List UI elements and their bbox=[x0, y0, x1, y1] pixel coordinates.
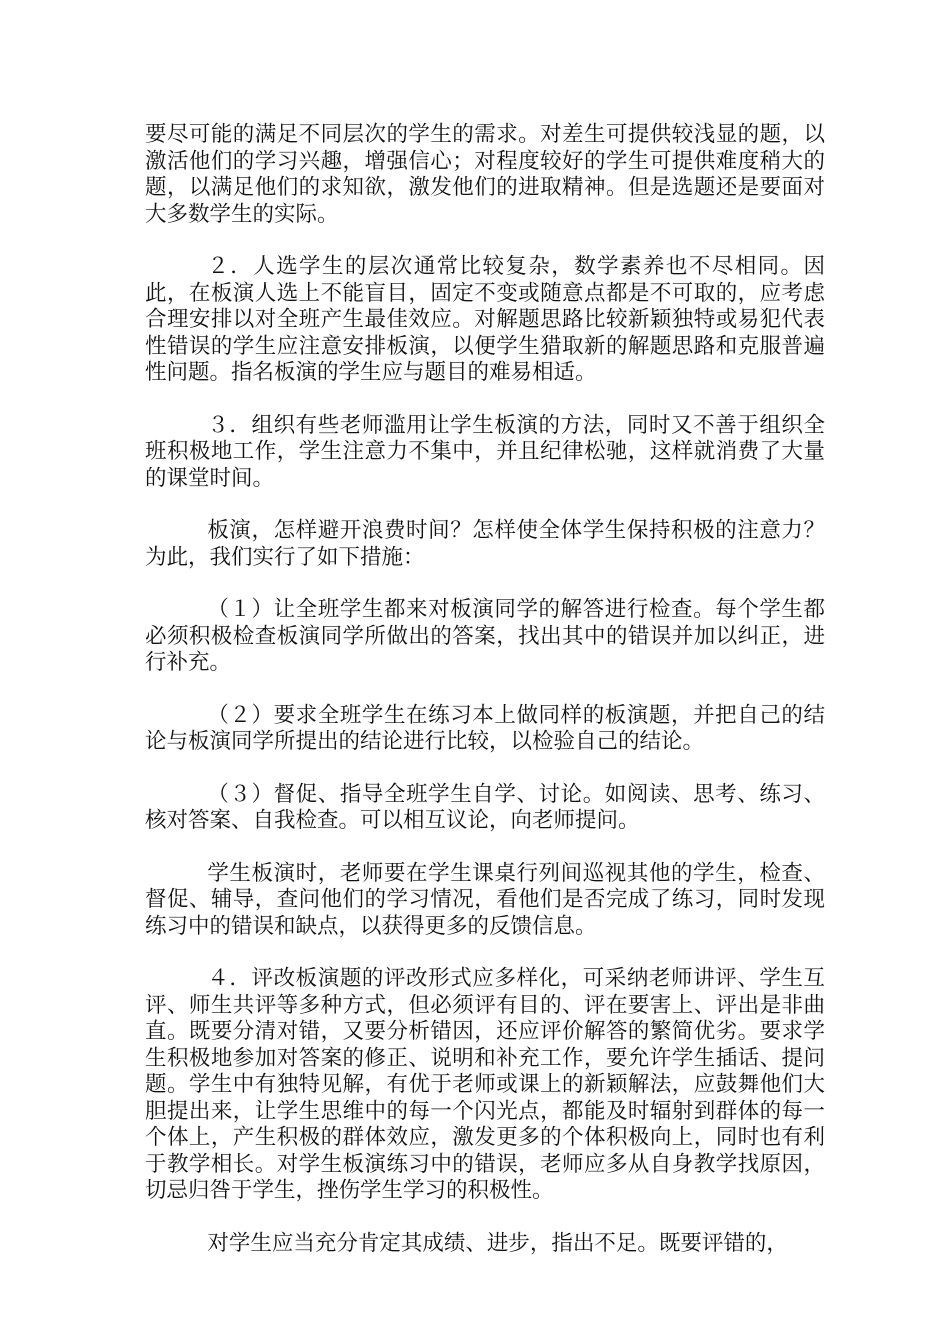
paragraph-measure-2: （２）要求全班学生在练习本上做同样的板演题，并把自己的结论与板演同学所提出的结论进行比较，以检验自己的结论。 bbox=[145, 702, 825, 754]
paragraph-intro: 要尽可能的满足不同层次的学生的需求。对差生可提供较浅显的题，以激活他们的学习兴趣，增强信心；对程度较好的学生可提供难度稍大的题，以满足他们的求知欲，激发他们的进取精神。但是选题还是要面对大多数学生的实际。 bbox=[145, 122, 825, 227]
paragraph-item-3: ３．组织有些老师滥用让学生板演的方法，同时又不善于组织全班积极地工作，学生注意力不集中，并且纪律松驰，这样就消费了大量的课堂时间。 bbox=[145, 412, 825, 491]
document-page bbox=[145, 122, 825, 1283]
paragraph-item-2: ２．人选学生的层次通常比较复杂，数学素养也不尽相同。因此，在板演人选上不能盲目，固定不变或随意点都是不可取的，应考虑合理安排以对全班产生最佳效应。对解题思路比较新颖独特或易犯代表性错误的学生应注意安排板演，以便学生猎取新的解题思路和克服普遍性问题。指名板演的学生应与题目的难易相适。 bbox=[145, 254, 825, 385]
paragraph-final: 对学生应当充分肯定其成绩、进步，指出不足。既要评错的， bbox=[207, 1230, 788, 1256]
paragraph-measure-3: （３）督促、指导全班学生自学、讨论。如阅读、思考、练习、核对答案、自我检查。可以相互议论，向老师提问。 bbox=[145, 781, 825, 833]
paragraph-teacher-patrol: 学生板演时，老师要在学生课桌行列间巡视其他的学生，检查、督促、辅导，查问他们的学习情况，看他们是否完成了练习，同时发现练习中的错误和缺点，以获得更多的反馈信息。 bbox=[145, 860, 825, 939]
paragraph-item-4: ４．评改板演题的评改形式应多样化，可采纳老师讲评、学生互评、师生共评等多种方式，但必须评有目的、评在要害上、评出是非曲直。既要分清对错，又要分析错因，还应评价解答的繁简优劣。要求学生积极地参加对答案的修正、说明和补充工作，要允许学生插话、提问题。学生中有独特见解，有优于老师或课上的新颖解法，应鼓舞他们大胆提出来，让学生思维中的每一个闪光点，都能及时辐射到群体的每一个体上，产生积极的群体效应，激发更多的个体积极向上，同时也有利于教学相长。对学生板演练习中的错误，老师应多从自身教学找原因，切忌归咎于学生，挫伤学生学习的积极性。 bbox=[145, 966, 825, 1203]
paragraph-question: 板演，怎样避开浪费时间？怎样使全体学生保持积极的注意力？为此，我们实行了如下措施： bbox=[145, 518, 825, 570]
paragraph-measure-1: （１）让全班学生都来对板演同学的解答进行检查。每个学生都必须积极检查板演同学所做出的答案，找出其中的错误并加以纠正，进行补充。 bbox=[145, 597, 825, 675]
